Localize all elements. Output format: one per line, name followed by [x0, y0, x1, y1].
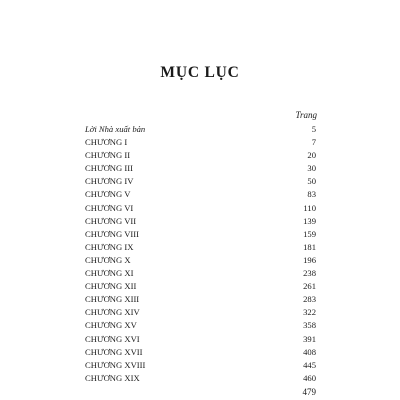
toc-entry-page: 322 — [303, 307, 316, 318]
toc-entry — [85, 306, 316, 319]
toc-entry-page: 238 — [303, 268, 316, 279]
toc-entry-label: CHƯƠNG XVIII — [85, 359, 146, 370]
toc-entry-page: 83 — [307, 189, 316, 200]
toc-entry — [85, 333, 316, 346]
toc-entry — [85, 280, 316, 293]
toc-entry-label: CHƯƠNG XVI — [85, 333, 140, 344]
toc-entry-page: 110 — [303, 202, 316, 213]
toc-entry-label: CHƯƠNG II — [85, 150, 131, 161]
toc-entry-page: 408 — [303, 346, 316, 357]
toc-entry-label: CHƯƠNG XIX — [85, 372, 140, 383]
toc-entry-page: 196 — [303, 254, 316, 265]
toc-entry — [85, 123, 316, 136]
toc-entry-label: CHƯƠNG X — [85, 254, 131, 265]
toc-entry — [85, 293, 316, 306]
toc-entry-label: CHƯƠNG XV — [85, 320, 137, 331]
toc-entry-label: CHƯƠNG XII — [85, 281, 137, 292]
toc-entry — [85, 359, 316, 372]
page-column-header: Trang — [295, 110, 317, 120]
toc-entry-label: CHƯƠNG IV — [85, 176, 134, 187]
toc-entry-label: CHƯƠNG V — [85, 189, 131, 200]
toc-entry-label: CHƯƠNG XVII — [85, 346, 143, 357]
toc-entry — [85, 162, 316, 175]
toc-entry — [85, 346, 316, 359]
toc-entry-page: 460 — [303, 372, 316, 383]
table-of-contents — [85, 123, 316, 385]
toc-entry — [85, 188, 316, 201]
toc-entry — [85, 319, 316, 332]
toc-entry-label: CHƯƠNG XI — [85, 268, 134, 279]
toc-entry-page: 159 — [303, 228, 316, 239]
toc-entry — [85, 136, 316, 149]
toc-entry-page: 139 — [303, 215, 316, 226]
toc-entry-label: CHƯƠNG IX — [85, 241, 134, 252]
toc-entry-page: 5 — [311, 124, 316, 134]
toc-entry-label: CHƯƠNG VIII — [85, 228, 140, 239]
toc-entry-page: 7 — [311, 137, 316, 148]
toc-entry — [85, 228, 316, 241]
toc-entry — [85, 241, 316, 254]
toc-entry-label: CHƯƠNG XIII — [85, 294, 140, 305]
toc-entry-page: 358 — [303, 320, 316, 331]
toc-entry — [85, 215, 316, 228]
toc-entry — [85, 149, 316, 162]
toc-entry-page: 261 — [303, 281, 316, 292]
toc-entry-label: CHƯƠNG XIV — [85, 307, 140, 318]
toc-entry-page: 445 — [303, 359, 316, 370]
toc-entry — [85, 202, 316, 215]
toc-entry-label: CHƯƠNG VII — [85, 215, 137, 226]
toc-entry-label: CHƯƠNG I — [85, 137, 128, 148]
toc-entry — [85, 175, 316, 188]
page-number: 479 — [302, 387, 316, 397]
toc-entry-page: 30 — [307, 163, 316, 174]
toc-entry-page: 20 — [307, 150, 316, 161]
toc-entry-page: 50 — [307, 176, 316, 187]
toc-entry — [85, 267, 316, 280]
toc-entry-label: CHƯƠNG VI — [85, 202, 134, 213]
toc-entry-label: CHƯƠNG III — [85, 163, 133, 174]
toc-entry — [85, 372, 316, 385]
toc-entry-label: Lời Nhà xuất bản — [85, 124, 146, 134]
toc-entry — [85, 254, 316, 267]
toc-entry-page: 181 — [303, 241, 316, 252]
toc-entry-page: 391 — [303, 333, 316, 344]
toc-entry-page: 283 — [303, 294, 316, 305]
page-title: MỤC LỤC — [160, 64, 240, 81]
